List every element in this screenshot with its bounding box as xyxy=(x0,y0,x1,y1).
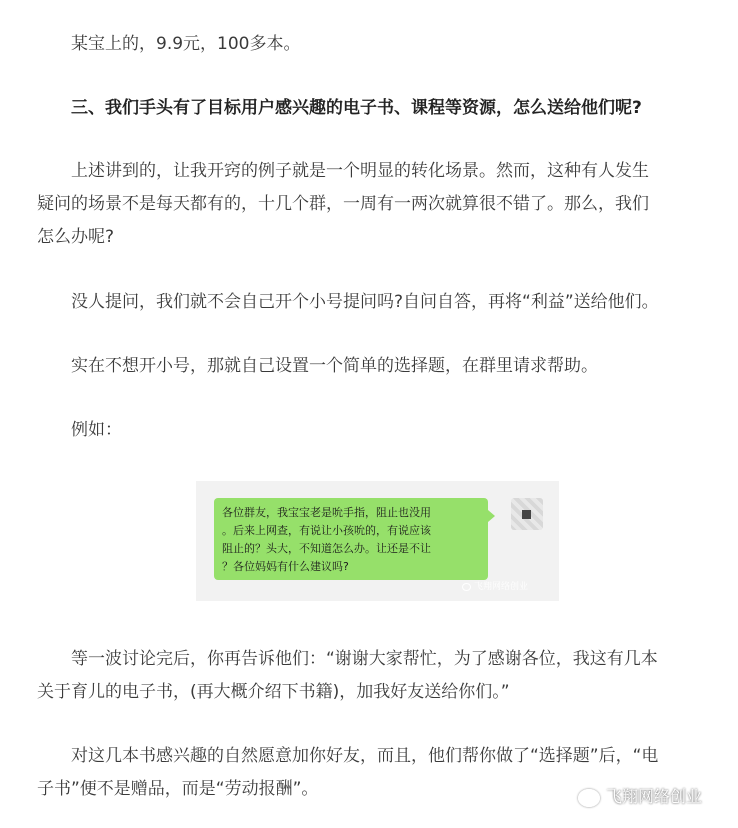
chat-line: 。后来上网查，有说让小孩吮的，有说应该 xyxy=(222,524,431,537)
paragraph-price: 某宝上的，9.9元，100多本。 xyxy=(71,34,301,54)
wechat-icon xyxy=(462,583,471,591)
paragraph-choice: 实在不想开小号，那就自己设置一个简单的选择题，在群里请求帮助。 xyxy=(71,356,598,376)
wechat-icon xyxy=(578,789,600,807)
paragraph-thanks: 等一波讨论完后，你再告诉他们：“谢谢大家帮忙，为了感谢各位，我这有几本 关于育儿的电子书，(再大概介绍下书籍)，加我好友送给你们。” xyxy=(37,649,658,702)
chat-line: ？各位妈妈有什么建议吗? xyxy=(222,560,349,573)
paragraph-conversion: 上述讲到的，让我开窍的例子就是一个明显的转化场景。然而，这种有人发生 疑问的场景不是每天都有的，十几个群，一周有一两次就算很不错了。那么，我们 怎么办呢? xyxy=(37,161,649,247)
watermark: 飞翔网络创业 xyxy=(578,784,702,807)
chat-watermark: 飞翔网络创业 xyxy=(462,579,528,592)
chat-line: 阻止的？头大，不知道怎么办。让还是不让 xyxy=(222,542,431,555)
section-heading: 三、我们手头有了目标用户感兴趣的电子书、课程等资源，怎么送给他们呢? xyxy=(71,98,642,118)
paragraph-reward: 对这几本书感兴趣的自然愿意加你好友，而且，他们帮你做了“选择题”后，“电 子书”便不是赠品，而是“劳动报酬”。 xyxy=(37,746,659,799)
paragraph-example: 例如： xyxy=(71,420,122,440)
chat-line: 各位群友，我宝宝老是吮手指，阻止也没用 xyxy=(222,506,431,519)
chat-screenshot xyxy=(196,481,559,601)
chat-bubble xyxy=(214,498,488,580)
avatar xyxy=(511,498,543,530)
paragraph-self-ask: 没人提问，我们就不会自己开个小号提问吗?自问自答，再将“利益”送给他们。 xyxy=(71,292,659,312)
